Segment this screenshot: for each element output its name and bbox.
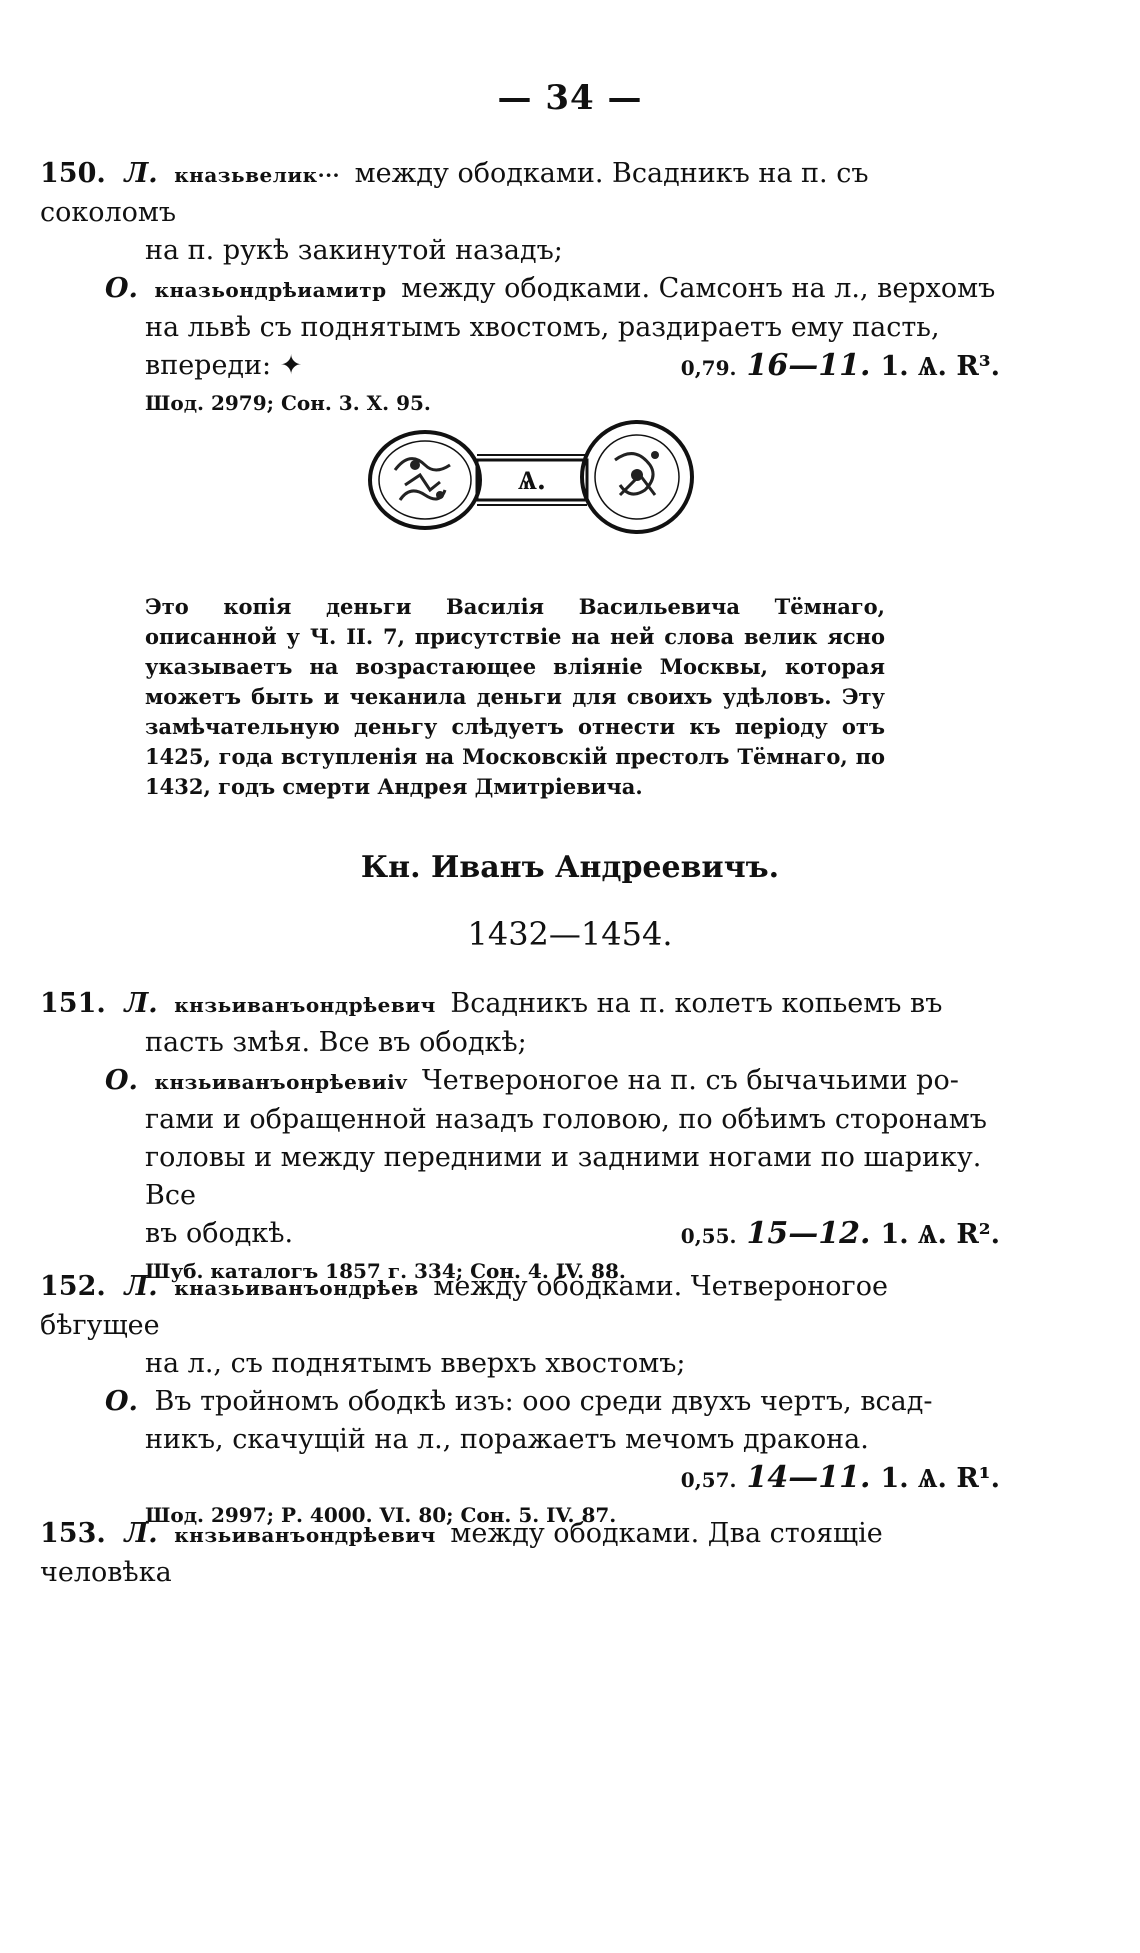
coin-rarity: 1. Ѧ. R². <box>880 1219 1000 1250</box>
reference: Шуб. каталогъ 1857 г. 334; Сон. 4. IV. 88. <box>145 1259 626 1283</box>
coin-rarity: 1. Ѧ. R³. <box>880 351 1000 382</box>
entry-152-reverse <box>40 1383 1000 1421</box>
description-text: между ободками. Два стоящіе человѣка <box>40 1518 883 1588</box>
coin-metrics <box>680 1460 1000 1495</box>
description-text: головы и между передними и задними ногами по шарику. Все <box>145 1142 982 1211</box>
coin-metrics <box>681 347 1000 387</box>
entry-153-line1 <box>40 1515 1000 1592</box>
coin-weight: 0,57. <box>680 1468 737 1492</box>
side-label: О. <box>105 1065 138 1096</box>
description-text: впереди: ✦ <box>145 350 303 381</box>
entry-150-reverse <box>40 270 1000 309</box>
entry-number: 152. <box>40 1271 106 1302</box>
coin-weight: 0,79. <box>680 356 737 380</box>
metal-label: Ѧ. <box>518 466 546 496</box>
catalog-entry-152 <box>40 1268 1000 1531</box>
coin-legend: кназьиванъондрѣев <box>174 1276 419 1300</box>
entry-150-line1 <box>40 155 1000 232</box>
side-label: Л. <box>124 988 158 1019</box>
description-text: Четвероногое на п. съ бычачьими ро- <box>421 1065 959 1096</box>
side-label: Л. <box>124 1518 158 1549</box>
coin-legend: кназьондрѣиамитр <box>154 278 387 302</box>
description-text: на п. рукѣ закинутой назадъ; <box>145 235 563 266</box>
commentary-note: Это копія деньги Василія Васильевича Тёмнаго, описанной у Ч. II. 7, присутствіе на ней слова велик ясно указываетъ на возрастающее вліяніе Москвы, которая можетъ быть и чеканила деньги для своихъ удѣловъ. Эту замѣчательную деньгу слѣдуетъ отнести къ періоду отъ 1425, года вступленія на Московскій престолъ Тёмнаго, по 1432, годъ смерти Андрея Дмитріевича. <box>145 594 885 799</box>
coin-legend: кнзьиванъондрѣевич <box>174 993 436 1017</box>
description-text: въ ободкѣ. <box>145 1218 294 1249</box>
side-label: Л. <box>124 1271 158 1302</box>
description-text: Въ тройномъ ободкѣ изъ: ооо среди двухъ чертъ, всад- <box>154 1386 933 1417</box>
entry-151-line1 <box>40 985 1000 1024</box>
coin-rarity: 1. Ѧ. R¹. <box>880 1463 1000 1494</box>
catalog-entry-153 <box>40 1515 1000 1592</box>
side-label: О. <box>105 1386 138 1417</box>
catalog-entry-151 <box>40 985 1000 1287</box>
entry-150-meta <box>40 347 1000 387</box>
coin-legend: кнзьиванъондрѣевич <box>174 1523 436 1547</box>
description-text: между ободками. Всадникъ на п. съ соколомъ <box>40 158 869 228</box>
entry-152-line1 <box>40 1268 1000 1345</box>
description-text: между ободками. Самсонъ на л., верхомъ <box>401 273 996 304</box>
coin-size: 16—11. <box>746 348 871 383</box>
coin-weight: 0,55. <box>680 1224 737 1248</box>
entry-151-reverse <box>40 1062 1000 1101</box>
description-text: на львѣ съ поднятымъ хвостомъ, раздираетъ ему пасть, <box>145 312 940 343</box>
reference: Шод. 2979; Сон. 3. X. 95. <box>145 391 431 415</box>
description-text: между ободками. Четвероногое бѣгущее <box>40 1271 888 1341</box>
coin-metrics <box>681 1215 1000 1255</box>
entry-151-meta <box>40 1215 1000 1255</box>
coin-size: 15—12. <box>746 1216 871 1251</box>
description-text: пасть змѣя. Все въ ободкѣ; <box>145 1027 527 1058</box>
entry-number: 153. <box>40 1518 106 1549</box>
entry-152-meta <box>40 1459 1000 1499</box>
coin-size: 14—11. <box>746 1460 871 1495</box>
coin-legend: кназьвелик··· <box>174 163 341 187</box>
page-number: — 34 — <box>497 78 643 118</box>
description-text: гами и обращенной назадъ головою, по обѣимъ сторонамъ <box>145 1104 987 1135</box>
description-text: Всадникъ на п. колетъ копьемъ въ <box>450 988 943 1019</box>
reference: Шод. 2997; Р. 4000. VI. 80; Сон. 5. IV. 87. <box>145 1503 617 1527</box>
coin-illustration <box>365 415 695 565</box>
entry-number: 151. <box>40 988 106 1019</box>
section-heading: Кн. Иванъ Андреевичъ. <box>360 850 780 885</box>
coin-legend: кнзьиванъонрѣевиіv <box>154 1070 408 1094</box>
side-label: О. <box>105 273 138 304</box>
side-label: Л. <box>124 158 158 189</box>
entry-number: 150. <box>40 158 106 189</box>
catalog-entry-150 <box>40 155 1000 419</box>
description-text: никъ, скачущій на л., поражаетъ мечомъ дракона. <box>145 1424 869 1455</box>
reign-dates: 1432—1454. <box>467 915 673 953</box>
description-text: на л., съ поднятымъ вверхъ хвостомъ; <box>145 1348 686 1379</box>
